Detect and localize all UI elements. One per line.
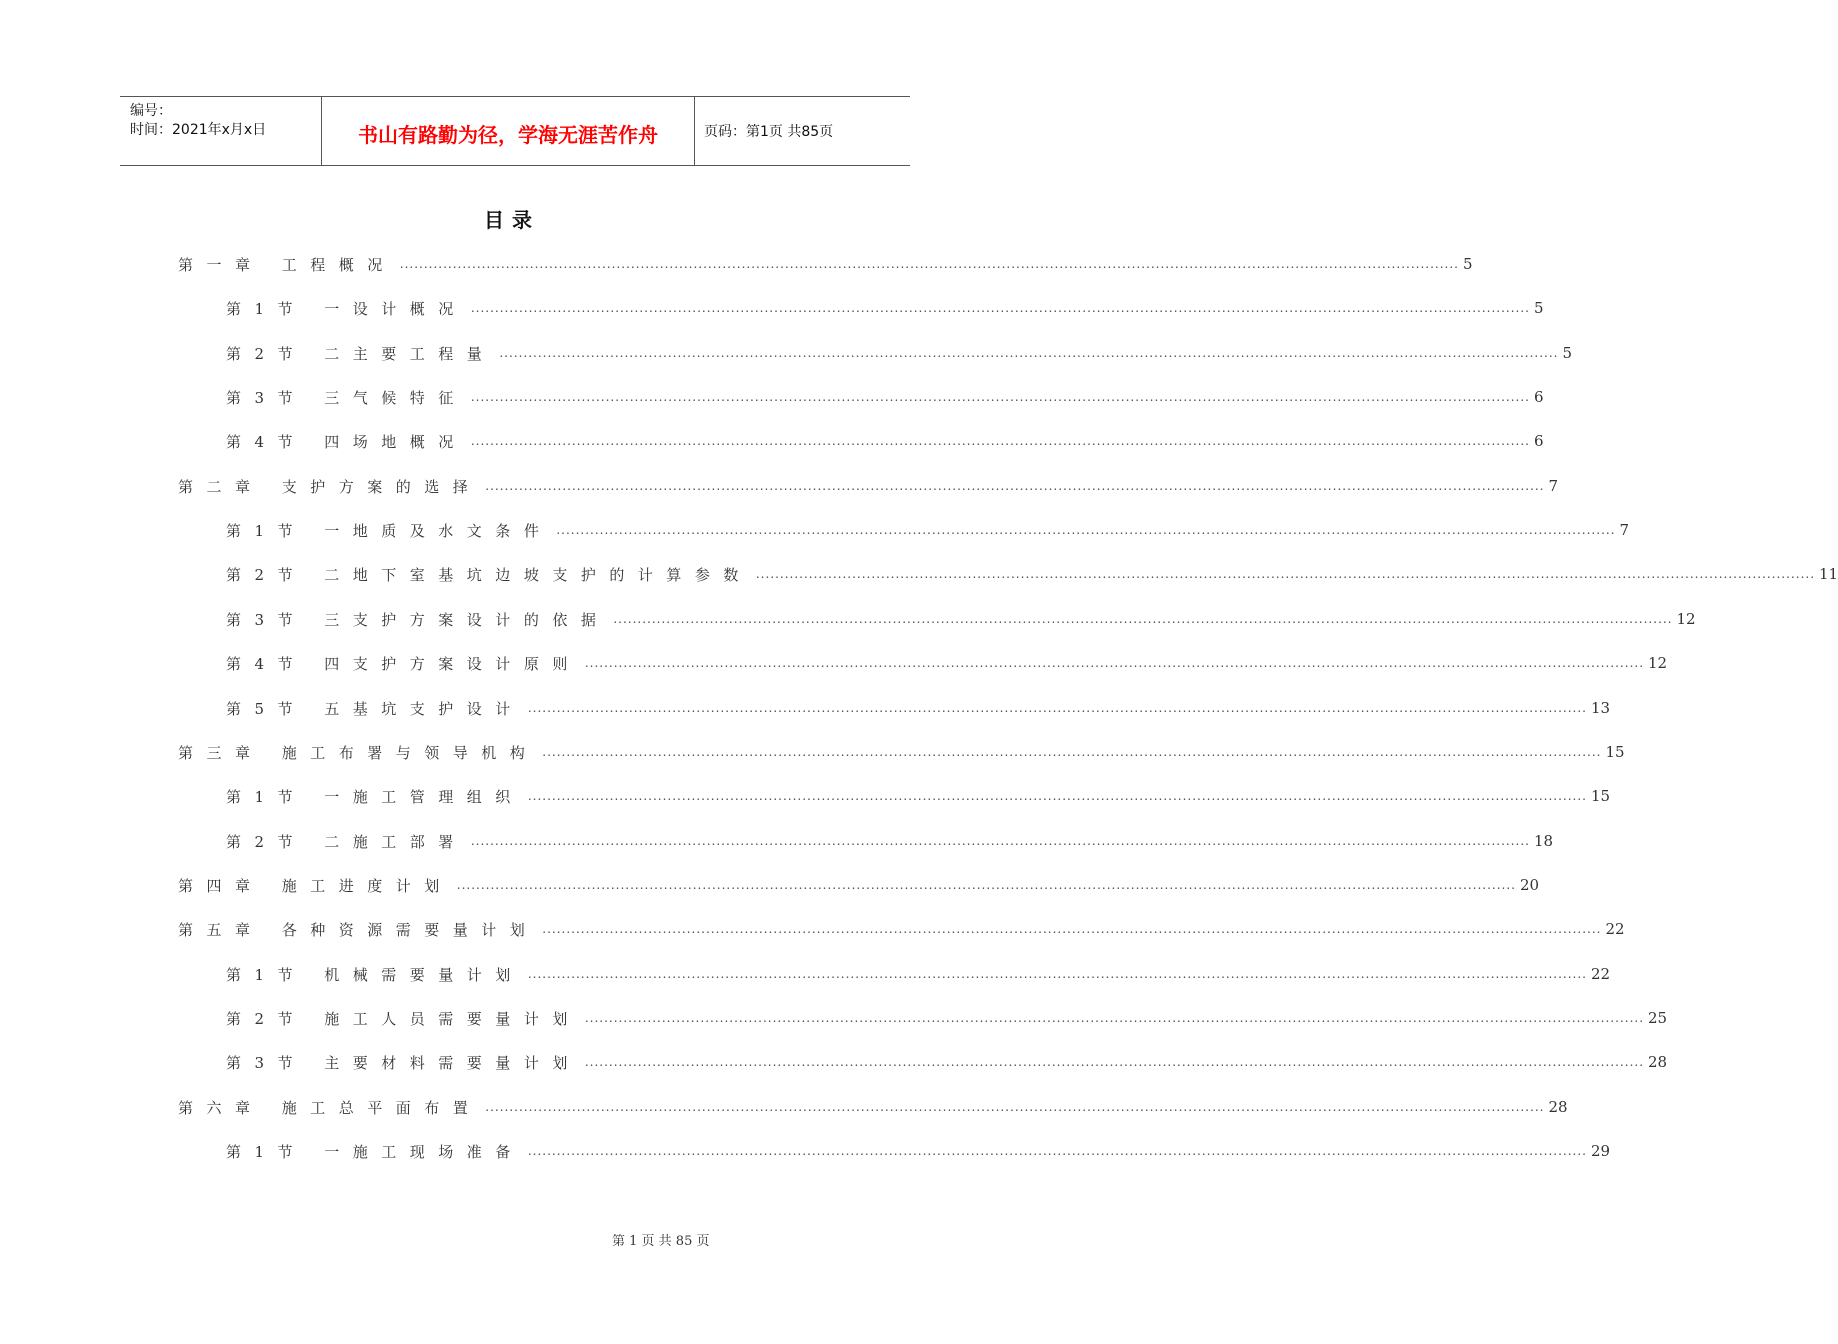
toc-entry-label: 第1节 一地质及水文条件: [226, 521, 553, 540]
toc-entry[interactable]: [226, 1008, 1668, 1028]
toc-entry[interactable]: [226, 387, 1544, 407]
toc-entry-label: 第1节 一施工管理组织: [226, 787, 524, 806]
toc-leader-dots: ............................................................................................................................................................................................................................: [542, 745, 1602, 759]
toc-entry[interactable]: [226, 298, 1544, 318]
toc-entry[interactable]: [178, 476, 1559, 496]
toc-entry-label: 第5节 五基坑支护设计: [226, 699, 524, 718]
toc-entry-label: 第2节 二主要工程量: [226, 344, 496, 363]
toc-entry-label: 第三章 施工布署与领导机构: [178, 743, 539, 762]
toc-entry[interactable]: [178, 875, 1540, 895]
toc-leader-dots: ............................................................................................................................................................................................................................: [542, 922, 1602, 936]
toc-entry-page: 15: [1591, 787, 1611, 805]
toc-entry[interactable]: [226, 653, 1668, 673]
toc-entry-label: 第4节 四支护方案设计原则: [226, 654, 581, 673]
toc-entry-label: 第一章 工程概况: [178, 255, 396, 274]
toc-leader-dots: ............................................................................................................................................................................................................................: [584, 656, 1645, 670]
toc-title: 目录: [484, 208, 540, 232]
toc-entry[interactable]: [226, 609, 1696, 629]
toc-entry[interactable]: [226, 786, 1611, 806]
toc-entry-page: 22: [1591, 965, 1611, 983]
toc-entry[interactable]: [226, 1141, 1611, 1161]
document-header: [120, 96, 910, 166]
time-label: 时间：2021年x月x日: [130, 122, 267, 138]
toc-entry-page: 11: [1819, 565, 1838, 583]
toc-leader-dots: ............................................................................................................................................................................................................................: [584, 1055, 1645, 1069]
toc-entry[interactable]: [226, 431, 1544, 451]
toc-leader-dots: ............................................................................................................................................................................................................................: [527, 1144, 1587, 1158]
toc-entry-page: 7: [1619, 521, 1630, 539]
toc-leader-dots: ............................................................................................................................................................................................................................: [456, 878, 1516, 892]
toc-leader-dots: ............................................................................................................................................................................................................................: [399, 257, 1459, 271]
toc-leader-dots: ............................................................................................................................................................................................................................: [527, 967, 1587, 981]
motto-text: 书山有路勤为径，学海无涯苦作舟: [358, 123, 658, 147]
toc-leader-dots: ............................................................................................................................................................................................................................: [499, 346, 1559, 360]
toc-entry-label: 第3节 三气候特征: [226, 388, 467, 407]
toc-entry[interactable]: [178, 1097, 1568, 1117]
header-info-cell: [120, 97, 322, 165]
toc-entry-label: 第2节 施工人员需要量计划: [226, 1009, 581, 1028]
page-footer: 第 1 页 共 85 页: [612, 1234, 710, 1249]
toc-entry[interactable]: [178, 254, 1473, 274]
toc-entry[interactable]: [178, 919, 1625, 939]
page-label: 页码：第1页 共85页: [704, 124, 834, 140]
toc-entry-label: 第六章 施工总平面布置: [178, 1098, 482, 1117]
toc-entry-page: 20: [1519, 876, 1540, 894]
toc-entry-label: 第3节 三支护方案设计的依据: [226, 610, 610, 629]
toc-entry-page: 5: [1534, 299, 1544, 317]
toc-entry[interactable]: [226, 343, 1573, 363]
toc-entry-label: 第3节 主要材料需要量计划: [226, 1053, 581, 1072]
toc-entry-page: 12: [1648, 654, 1668, 672]
toc-entry-label: 第1节 一设计概况: [226, 299, 467, 318]
toc-leader-dots: ............................................................................................................................................................................................................................: [470, 301, 1530, 315]
toc-entry[interactable]: [226, 520, 1630, 540]
toc-entry-page: 12: [1676, 610, 1696, 628]
toc-entry-page: 25: [1648, 1009, 1668, 1027]
toc-entry-label: 第二章 支护方案的选择: [178, 477, 482, 496]
toc-leader-dots: ............................................................................................................................................................................................................................: [755, 567, 1816, 581]
toc-entry-label: 第2节 二施工部署: [226, 832, 467, 851]
toc-entry-page: 13: [1591, 699, 1611, 717]
toc-entry-page: 18: [1534, 832, 1554, 850]
toc-entry-label: 第2节 二地下室基坑边坡支护的计算参数: [226, 565, 752, 584]
toc-entry-label: 第1节 一施工现场准备: [226, 1142, 524, 1161]
toc-leader-dots: ............................................................................................................................................................................................................................: [527, 789, 1587, 803]
toc-entry-page: 29: [1591, 1142, 1611, 1160]
toc-entry-page: 5: [1462, 255, 1473, 273]
number-label: 编号：: [130, 103, 172, 119]
toc-entry-label: 第1节 机械需要量计划: [226, 965, 524, 984]
toc-leader-dots: ............................................................................................................................................................................................................................: [485, 1100, 1545, 1114]
toc-entry[interactable]: [226, 1052, 1668, 1072]
header-motto-cell: [322, 97, 695, 165]
header-page-cell: [695, 97, 910, 165]
toc-entry[interactable]: [178, 742, 1625, 762]
toc-entry-page: 6: [1534, 432, 1544, 450]
toc-entry-label: 第4节 四场地概况: [226, 432, 467, 451]
toc-entry-page: 28: [1648, 1053, 1668, 1071]
toc-entry-page: 5: [1562, 344, 1573, 362]
toc-leader-dots: ............................................................................................................................................................................................................................: [470, 390, 1530, 404]
toc-entry[interactable]: [226, 698, 1611, 718]
toc-entry-page: 6: [1534, 388, 1544, 406]
toc-entry-label: 第四章 施工进度计划: [178, 876, 453, 895]
toc-entry-page: 28: [1548, 1098, 1568, 1116]
toc-leader-dots: ............................................................................................................................................................................................................................: [527, 701, 1587, 715]
toc-leader-dots: ............................................................................................................................................................................................................................: [485, 479, 1545, 493]
toc-leader-dots: ............................................................................................................................................................................................................................: [470, 834, 1530, 848]
toc-entry-page: 7: [1548, 477, 1559, 495]
toc-entry-page: 15: [1605, 743, 1625, 761]
toc-entry-label: 第五章 各种资源需要量计划: [178, 920, 539, 939]
toc-entry[interactable]: [226, 564, 1838, 584]
toc-leader-dots: ............................................................................................................................................................................................................................: [584, 1011, 1645, 1025]
toc-entry-page: 22: [1605, 920, 1625, 938]
toc-entry[interactable]: [226, 831, 1554, 851]
toc-leader-dots: ............................................................................................................................................................................................................................: [470, 434, 1530, 448]
toc-leader-dots: ............................................................................................................................................................................................................................: [613, 612, 1673, 626]
toc-leader-dots: ............................................................................................................................................................................................................................: [556, 523, 1616, 537]
toc-entry[interactable]: [226, 964, 1611, 984]
